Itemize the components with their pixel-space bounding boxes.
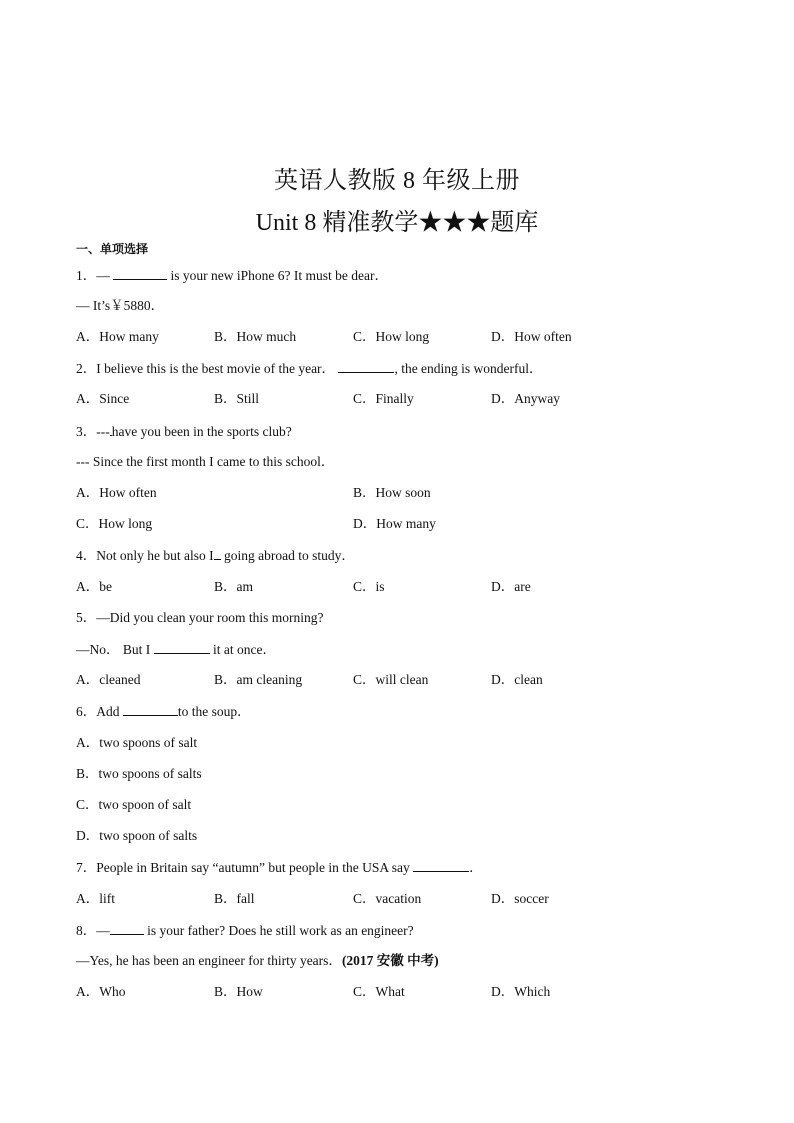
question-6-option-c[interactable]: C．two spoon of salt [76, 797, 192, 812]
question-4-option-b[interactable]: B．am [214, 579, 253, 594]
question-1-option-b[interactable]: B．How much [214, 329, 297, 344]
question-5-option-b[interactable]: B．am cleaning [214, 672, 303, 687]
question-7-option-b[interactable]: B．fall [214, 891, 255, 906]
question-3-option-a[interactable]: A．How often [76, 485, 157, 500]
question-6-option-d[interactable]: D．two spoon of salts [76, 828, 198, 843]
answer-blank [154, 640, 210, 654]
question-2-option-c[interactable]: C．Finally [353, 391, 414, 406]
question-3-stem: 3．--- have you been in the sports club? [76, 424, 292, 439]
question-7-option-a[interactable]: A．lift [76, 891, 115, 906]
question-8-stem: 8．— is your father? Does he still work as an engineer? [76, 923, 414, 938]
question-5-option-a[interactable]: A．cleaned [76, 672, 141, 687]
question-1-option-d[interactable]: D．How often [491, 329, 572, 344]
question-1-option-c[interactable]: C．How long [353, 329, 430, 344]
question-8-option-a[interactable]: A．Who [76, 984, 126, 999]
question-4-option-a[interactable]: A．be [76, 579, 112, 594]
question-2-option-a[interactable]: A．Since [76, 391, 130, 406]
question-4-option-c[interactable]: C．is [353, 579, 385, 594]
answer-blank [123, 702, 178, 716]
section-heading: 一、单项选择 [76, 242, 149, 256]
question-1-stem: 1．— is your new iPhone 6? It must be dear． [76, 268, 388, 283]
question-8-option-d[interactable]: D．Which [491, 984, 551, 999]
question-8-option-c[interactable]: C．What [353, 984, 405, 999]
question-3-option-c[interactable]: C．How long [76, 516, 153, 531]
answer-blank [338, 359, 394, 373]
question-8-option-b[interactable]: B．How [214, 984, 263, 999]
document-subtitle: Unit 8 精准教学★★★题库 [255, 210, 539, 236]
question-6-stem: 6．Add to the soup． [76, 704, 251, 719]
question-1-response: — It’s￥5880． [76, 298, 165, 313]
question-4-stem: 4．Not only he but also I going abroad to study． [76, 548, 355, 563]
question-7-option-d[interactable]: D．soccer [491, 891, 549, 906]
question-2-stem: 2．I believe this is the best movie of the year． , the ending is wonderful． [76, 361, 543, 376]
question-2-option-d[interactable]: D．Anyway [491, 391, 560, 406]
question-8-response: —Yes, he has been an engineer for thirty years．(2017 安徽 中考) [76, 953, 439, 968]
question-6-option-a[interactable]: A．two spoons of salt [76, 735, 198, 750]
question-3-option-b[interactable]: B．How soon [353, 485, 431, 500]
question-6-option-b[interactable]: B．two spoons of salts [76, 766, 202, 781]
question-7-option-c[interactable]: C．vacation [353, 891, 422, 906]
question-4-option-d[interactable]: D．are [491, 579, 531, 594]
question-8-source: (2017 安徽 中考) [341, 953, 439, 968]
question-2-option-b[interactable]: B．Still [214, 391, 260, 406]
question-3-response: --- Since the first month I came to this school． [76, 454, 335, 469]
answer-blank [110, 921, 144, 935]
question-5-option-c[interactable]: C．will clean [353, 672, 429, 687]
question-3-option-d[interactable]: D．How many [353, 516, 436, 531]
answer-blank [214, 546, 221, 560]
document-title: 英语人教版 8 年级上册 [274, 168, 520, 194]
question-5-response: —No． But I it at once． [76, 642, 276, 657]
question-5-option-d[interactable]: D．clean [491, 672, 543, 687]
question-1-option-a[interactable]: A．How many [76, 329, 159, 344]
question-7-stem: 7．People in Britain say “autumn” but people in the USA say ． [76, 860, 483, 875]
answer-blank [113, 266, 167, 280]
answer-blank [413, 858, 469, 872]
question-5-stem: 5．—Did you clean your room this morning? [76, 610, 324, 625]
